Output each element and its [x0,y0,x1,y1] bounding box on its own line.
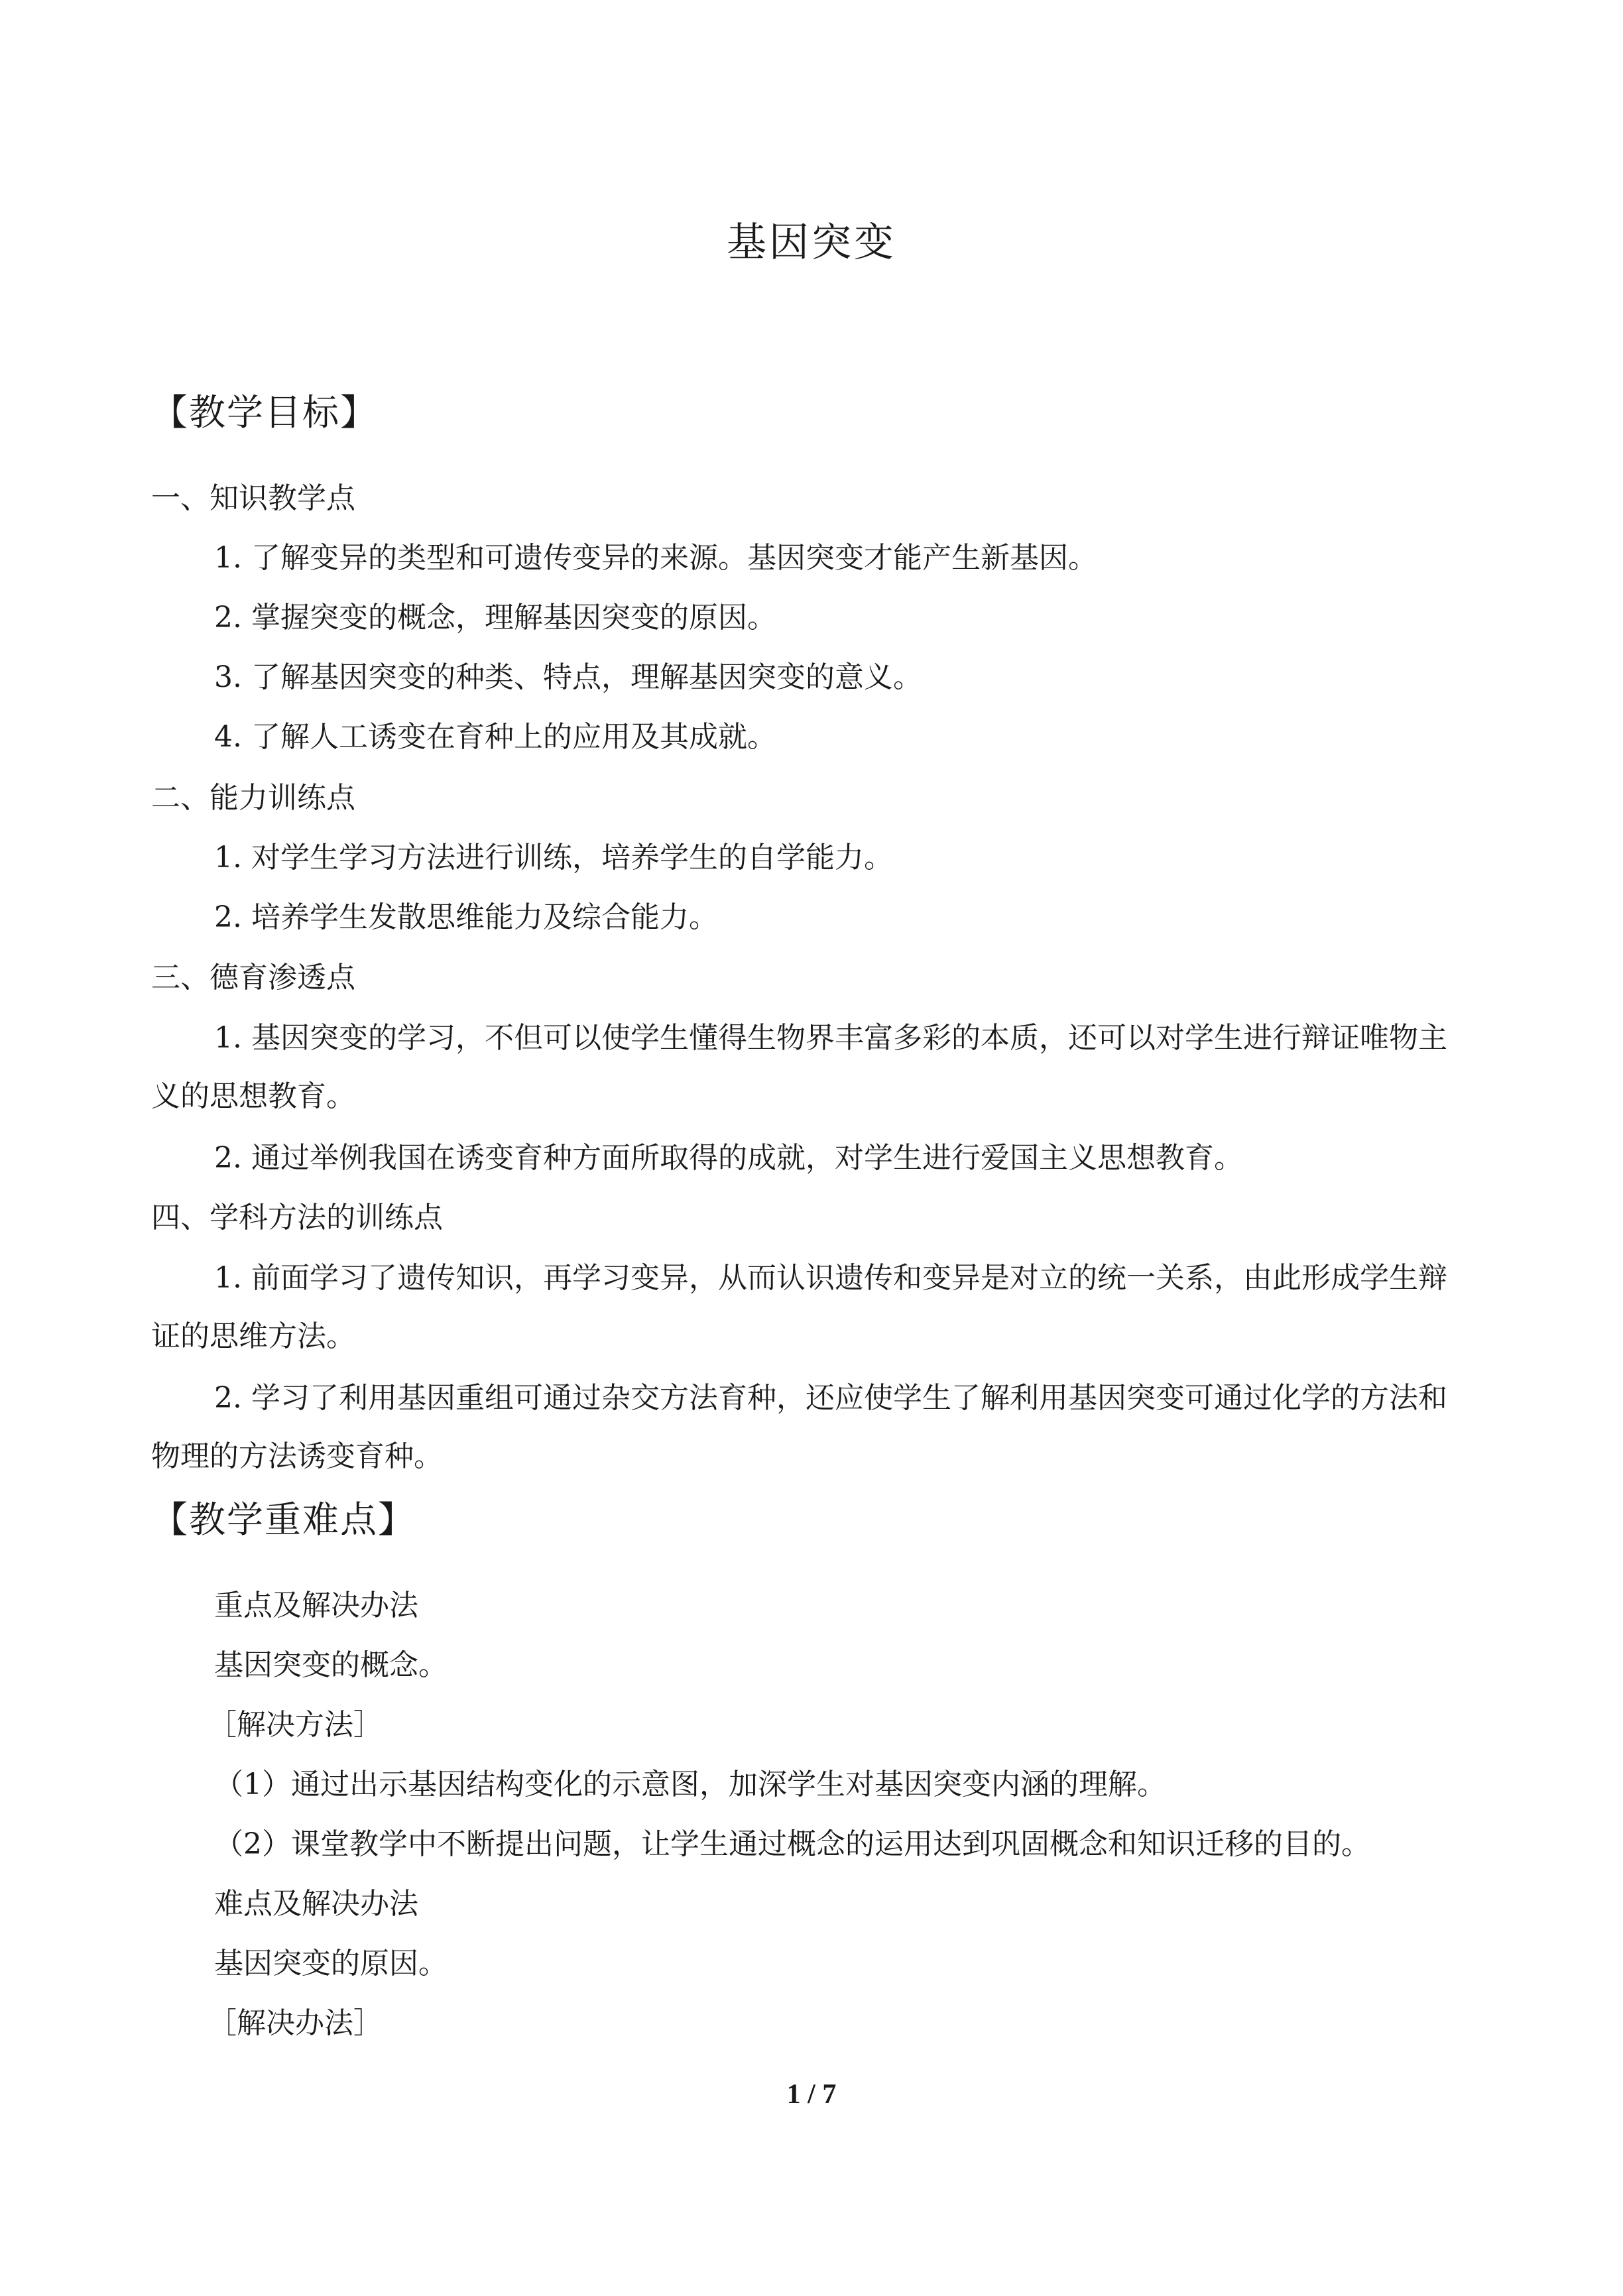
knowledge-item-1: 1. 了解变异的类型和可遗传变异的来源。基因突变才能产生新基因。 [214,541,1097,575]
knowledge-item-3: 3. 了解基因突变的种类、特点，理解基因突变的意义。 [214,660,922,694]
knowledge-heading: 一、知识教学点 [151,481,355,515]
moral-item-1: 1. 基因突变的学习，不但可以使学生懂得生物界丰富多彩的本质，还可以对学生进行辩证唯物主义的思想教育。 [151,1021,1447,1113]
key-point-text: 基因突变的概念。 [214,1648,448,1682]
knowledge-item-2: 2. 掌握突变的概念，理解基因突变的原因。 [214,601,776,634]
page-number: 1 / 7 [786,2079,837,2110]
knowledge-item-4: 4. 了解人工诱变在育种上的应用及其成就。 [214,720,776,754]
key-difficulty-heading: 【教学重难点】 [151,1498,416,1541]
difficult-point-text: 基因突变的原因。 [214,1947,448,1980]
document-title: 基因突变 [727,219,896,266]
method-item-1: 1. 前面学习了遗传知识，再学习变异，从而认识遗传和变异是对立的统一关系，由此形成学生辩证的思维方法。 [151,1261,1447,1353]
key-solution-1: （1）通过出示基因结构变化的示意图，加深学生对基因突变内涵的理解。 [214,1768,1166,1801]
key-solution-label: ［解决方法］ [208,1708,383,1742]
key-point-label: 重点及解决办法 [214,1589,418,1622]
moral-heading: 三、德育渗透点 [151,961,355,995]
difficult-point-label: 难点及解决办法 [214,1887,418,1921]
method-item-2: 2. 学习了利用基因重组可通过杂交方法育种，还应使学生了解利用基因突变可通过化学的方法和物理的方法诱变育种。 [151,1381,1447,1473]
objectives-heading: 【教学目标】 [151,391,379,434]
ability-heading: 二、能力训练点 [151,781,355,815]
moral-item-2: 2. 通过举例我国在诱变育种方面所取得的成就，对学生进行爱国主义思想教育。 [214,1141,1243,1175]
method-heading: 四、学科方法的训练点 [151,1201,443,1235]
ability-item-1: 1. 对学生学习方法进行训练，培养学生的自学能力。 [214,841,893,875]
ability-item-2: 2. 培养学生发散思维能力及综合能力。 [214,900,718,934]
key-solution-2: （2）课堂教学中不断提出问题，让学生通过概念的运用达到巩固概念和知识迁移的目的。 [214,1827,1370,1861]
difficult-solution-label: ［解决办法］ [208,2006,383,2040]
